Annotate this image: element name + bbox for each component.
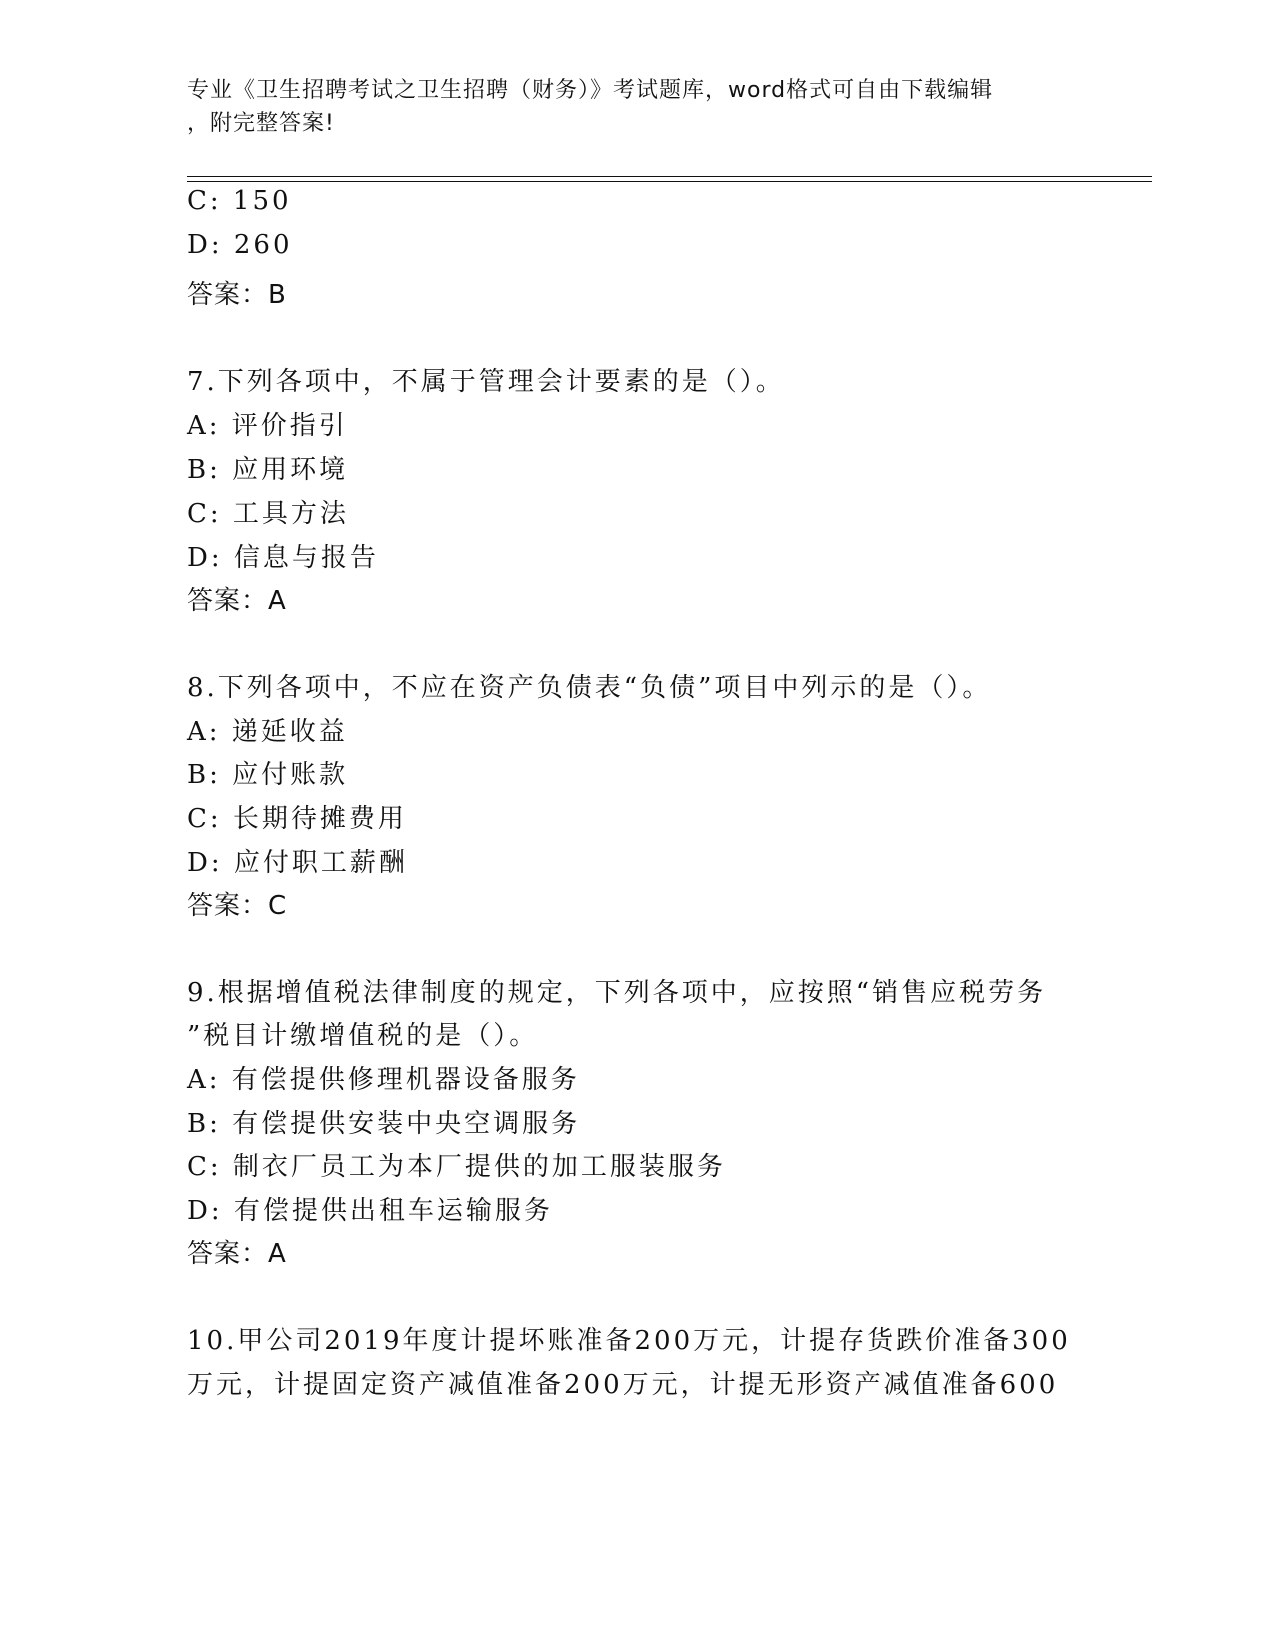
- question-7-option-b: B: 应用环境: [187, 455, 349, 485]
- question-10-stem-line-1: 10.甲公司2019年度计提坏账准备200万元，计提存货跌价准备300: [187, 1326, 1071, 1356]
- question-10-stem-line-2: 万元，计提固定资产减值准备200万元，计提无形资产减值准备600: [187, 1370, 1059, 1400]
- header-divider-top: [187, 176, 1152, 177]
- header-line-2: ，附完整答案!: [187, 111, 335, 136]
- question-9-stem-line-1: 9.根据增值税法律制度的规定，下列各项中，应按照“销售应税劳务: [187, 978, 1047, 1008]
- question-7-option-d: D: 信息与报告: [187, 543, 379, 573]
- header-divider-bottom: [187, 181, 1152, 182]
- question-7-answer: 答案：A: [187, 586, 287, 616]
- question-8-answer: 答案：C: [187, 891, 288, 921]
- question-8-option-a: A: 递延收益: [187, 717, 348, 747]
- answer-line: 答案：B: [187, 280, 287, 310]
- question-7-option-c: C: 工具方法: [187, 499, 349, 529]
- question-9-option-b: B: 有偿提供安装中央空调服务: [187, 1109, 581, 1139]
- question-8-stem: 8.下列各项中，不应在资产负债表“负债”项目中列示的是（）。: [187, 673, 992, 703]
- question-9-stem-line-2: ”税目计缴增值税的是（）。: [187, 1021, 539, 1051]
- question-8-option-b: B: 应付账款: [187, 760, 349, 790]
- question-9-option-c: C: 制衣厂员工为本厂提供的加工服装服务: [187, 1152, 726, 1182]
- question-8-option-d: D: 应付职工薪酬: [187, 848, 408, 878]
- option-c: C: 150: [187, 186, 292, 216]
- question-7-stem: 7.下列各项中，不属于管理会计要素的是（）。: [187, 367, 785, 397]
- document-header: [187, 74, 1067, 140]
- question-9-answer: 答案：A: [187, 1239, 287, 1269]
- option-d: D: 260: [187, 230, 293, 260]
- question-9-option-d: D: 有偿提供出租车运输服务: [187, 1196, 553, 1226]
- header-line-1: 专业《卫生招聘考试之卫生招聘（财务）》考试题库，word格式可自由下载编辑: [187, 78, 994, 103]
- question-8-option-c: C: 长期待摊费用: [187, 804, 407, 834]
- question-7-option-a: A: 评价指引: [187, 411, 348, 441]
- question-9-option-a: A: 有偿提供修理机器设备服务: [187, 1065, 580, 1095]
